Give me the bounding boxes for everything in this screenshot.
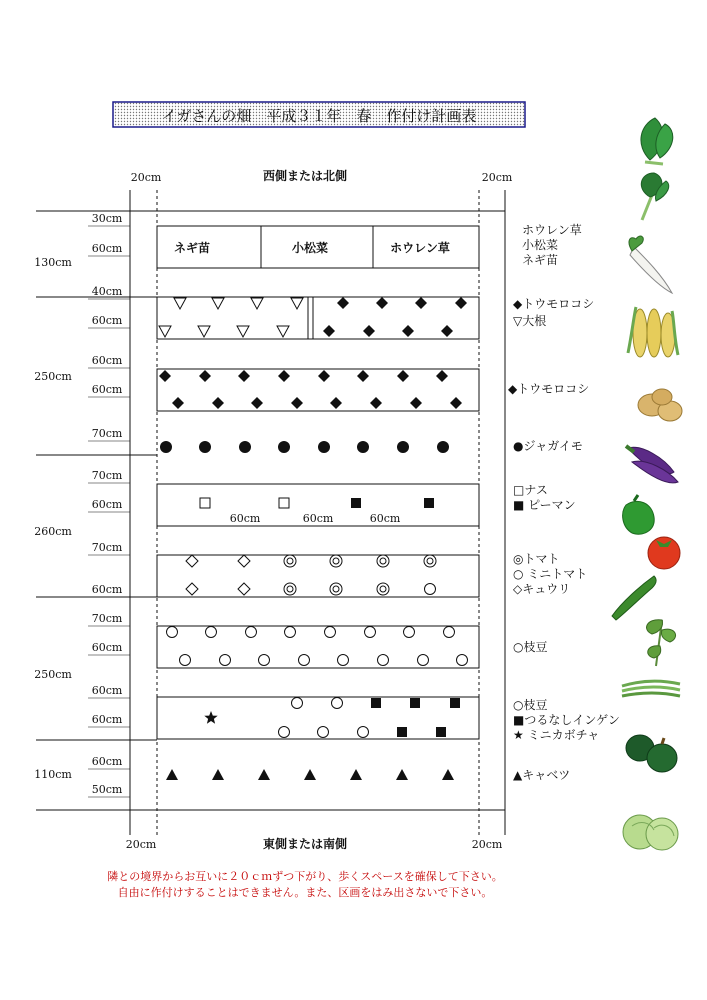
plant-marker-double-ring [377,583,389,595]
legend-text: ★ ミニカボチャ [513,728,600,742]
row-label-r60a: 60cm [91,242,123,255]
plant-marker-tri-up [166,769,178,780]
row-label-r60h: 60cm [91,684,123,697]
legend-text: ◇キュウリ [513,582,571,596]
plant-marker-diamond [402,325,414,337]
spacing-label-1: 60cm [229,512,261,525]
plant-marker-tri-down [159,326,171,337]
legend-9 [513,768,570,782]
spinach-icon [641,118,673,164]
plant-marker-double-ring [284,555,296,567]
legend-4 [513,439,583,453]
legend-text: ○ ミニトマト [513,567,588,581]
legend-text: ▲キャベツ [513,768,571,782]
plant-marker-sq-open [279,498,289,508]
margin-label-top-right: 20cm [481,171,513,184]
plant-marker-tri-up [258,769,270,780]
plant-marker-diamond [291,397,303,409]
plant-marker-tri-up [350,769,362,780]
row-label-r60i: 60cm [91,713,123,726]
plant-marker-diamond [441,325,453,337]
plant-marker-sq-fill [450,698,460,708]
plant-marker-double-ring [424,555,436,567]
bed-cell-spinach: ホウレン草 [390,241,450,255]
legend-text: ◆トウモロコシ [508,382,590,396]
plant-marker-double-ring [284,583,296,595]
section-total-1: 130cm [34,256,72,269]
plant-marker-disc [437,441,449,453]
plant-marker-double-ring [330,555,342,567]
row-label-r60d: 60cm [91,383,123,396]
plant-marker-sq-fill [351,498,361,508]
legend-1 [522,222,582,267]
plant-marker-ring [259,655,270,666]
potato-icon [638,389,682,421]
plant-marker-ring [206,627,217,638]
cucumber-icon [612,576,656,620]
plant-marker-diamond-open [186,555,198,567]
plant-marker-ring [246,627,257,638]
plant-marker-diamond [238,370,250,382]
section-total-3: 260cm [34,525,72,538]
plant-marker-tri-down [174,298,186,309]
green-bean-icon [622,681,680,696]
edamame-icon [647,620,676,666]
row-label-r60j: 60cm [91,755,123,768]
plant-marker-tri-down [251,298,263,309]
footer-note-2: 自由に作付けすることはできません。また、区画をはみ出さないで下さい。 [117,886,493,899]
plant-marker-diamond [199,370,211,382]
plant-marker-sq-fill [436,727,446,737]
plant-marker-sq-open [200,498,210,508]
plant-marker-ring [285,627,296,638]
plant-marker-sq-fill [371,698,381,708]
plant-marker-ring [332,698,343,709]
plant-marker-tri-down [212,298,224,309]
plant-marker-ring [378,655,389,666]
plant-marker-diamond-open [238,583,250,595]
plant-marker-disc [318,441,330,453]
plant-marker-diamond [318,370,330,382]
section-total-2: 250cm [34,370,72,383]
row-label-r70b: 70cm [91,469,123,482]
row-label-r60b: 60cm [91,314,123,327]
plant-marker-disc [397,441,409,453]
legend-text: ネギ苗 [522,253,559,267]
spacing-label-2: 60cm [302,512,334,525]
legend-text: ○枝豆 [513,640,548,654]
plant-marker-diamond [363,325,375,337]
plant-marker-diamond [330,397,342,409]
plant-marker-ring [180,655,191,666]
row-label-r60c: 60cm [91,354,123,367]
legend-7 [513,639,547,654]
row-label-r60g: 60cm [91,641,123,654]
plant-marker-diamond-open [238,555,250,567]
row-label-r60f: 60cm [91,583,123,596]
row-dimension-labels [88,212,130,797]
legend-6 [513,552,587,596]
plant-marker-ring [457,655,468,666]
row-label-r30a: 30cm [91,212,123,225]
plant-marker-tri-down [277,326,289,337]
bed-1 [157,226,479,268]
legend-text: ●ジャガイモ [513,439,583,453]
vegetable-illustrations [612,118,682,850]
row-label-r70a: 70cm [91,427,123,440]
plant-marker-diamond [370,397,382,409]
title-box [113,102,525,127]
plant-marker-star [204,711,217,724]
plant-marker-diamond [450,397,462,409]
legend-text: ■つるなしインゲン [513,713,620,727]
plant-marker-diamond [323,325,335,337]
plant-marker-ring [318,727,329,738]
bed-cell-komatsuna: 小松菜 [291,241,329,255]
plant-marker-diamond [415,297,427,309]
spacing-label-3: 60cm [369,512,401,525]
plant-marker-ring [325,627,336,638]
plant-marker-diamond [357,370,369,382]
margin-label-top-left: 20cm [130,171,162,184]
legend-8 [513,697,620,742]
plant-marker-tri-up [212,769,224,780]
komatsuna-icon [641,173,668,220]
plant-marker-diamond [436,370,448,382]
plant-marker-ring [299,655,310,666]
plant-marker-diamond [397,370,409,382]
plant-marker-sq-fill [397,727,407,737]
plant-marker-disc [278,441,290,453]
plant-marker-ring [279,727,290,738]
plant-marker-diamond [455,297,467,309]
row-label-r70c: 70cm [91,541,123,554]
green-pepper-icon [623,495,655,534]
cabbage-icon [623,815,678,850]
plant-marker-ring [404,627,415,638]
plant-marker-disc [239,441,251,453]
plant-marker-diamond [159,370,171,382]
section-total-5: 110cm [34,768,72,781]
plant-marker-disc [357,441,369,453]
plant-marker-double-ring [377,555,389,567]
plant-marker-sq-fill [410,698,420,708]
row-label-r40a: 40cm [91,285,123,298]
legend-5 [513,483,576,512]
row-label-r50a: 50cm [91,783,123,796]
legend-3 [508,382,589,396]
plant-marker-disc [199,441,211,453]
legend-text: □ナス [513,483,548,497]
plant-marker-ring [444,627,455,638]
legend-text: ○枝豆 [513,698,548,712]
plant-marker-ring [358,727,369,738]
legend-text: 小松菜 [522,238,559,252]
corn-icon [628,307,678,357]
plant-marker-tri-down [237,326,249,337]
plant-marker-ring [338,655,349,666]
plant-marker-ring [365,627,376,638]
legend-text: ■ ピーマン [513,498,576,512]
legend-text: ◆トウモロコシ [513,297,595,311]
plant-marker-double-ring [330,583,342,595]
eggplant-icon [626,446,678,483]
plant-marker-tri-up [396,769,408,780]
legend-2 [513,297,594,328]
plant-marker-ring [167,627,178,638]
plant-marker-diamond [410,397,422,409]
plant-marker-sq-fill [424,498,434,508]
plant-marker-diamond-open [186,583,198,595]
plant-marker-diamond [212,397,224,409]
plant-marker-diamond [337,297,349,309]
row-label-r70d: 70cm [91,612,123,625]
plant-marker-diamond [172,397,184,409]
margin-label-bottom-left: 20cm [125,838,157,851]
section-totals [34,256,72,781]
margin-label-bottom-right: 20cm [471,838,503,851]
south-side-label: 東側または南側 [262,837,348,851]
plant-marker-tri-down [198,326,210,337]
north-side-label: 西側または北側 [262,169,348,183]
plant-marker-diamond [251,397,263,409]
page-title: イガさんの畑 平成３１年 春 作付け計画表 [161,107,477,125]
plant-marker-diamond [376,297,388,309]
footer-note-1: 隣との境界からお互いに２０ｃｍずつ下がり、歩くスペースを確保して下さい。 [107,870,503,883]
row-label-r60e: 60cm [91,498,123,511]
legend-text: ◎トマト [513,552,560,566]
plant-marker-tri-up [304,769,316,780]
plant-marker-disc [160,441,172,453]
plant-marker-ring [220,655,231,666]
tomato-icon [648,537,680,569]
plant-marker-ring [418,655,429,666]
section-total-4: 250cm [34,668,72,681]
plant-marker-diamond [278,370,290,382]
daikon-icon [629,236,672,293]
plant-marker-ring [292,698,303,709]
pumpkin-icon [626,735,677,772]
legend-text: ▽大根 [513,314,547,328]
legend-text: ホウレン草 [522,223,582,237]
plant-marker-ring [425,584,436,595]
plant-marker-tri-up [442,769,454,780]
plant-marker-tri-down [291,298,303,309]
bed-cell-negi: ネギ苗 [173,241,211,255]
